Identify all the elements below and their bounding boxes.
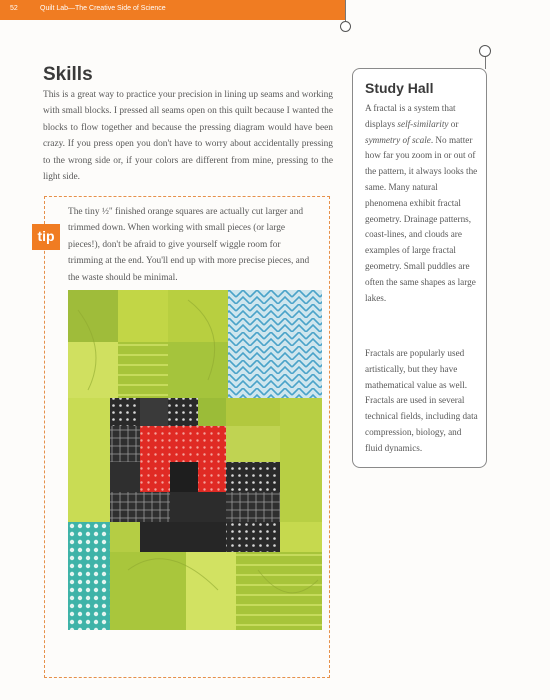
study-hall-heading: Study Hall [365, 80, 434, 96]
running-title: Quilt Lab—The Creative Side of Science [40, 5, 166, 12]
study-hall-sidebar [352, 68, 487, 468]
para1-italic-self-similarity: self-similarity [397, 118, 449, 129]
skills-body-text: This is a great way to practice your precision in lining up seams and working with small blocks. I pressed all seams open on this quilt because I wanted the blocks to flow together and because the pressing diagram would have been crazy. If you press open you don't have to worry about accidentally pressing to the wrong side or, if your colors are different from mine, pressing to the light side. [43, 90, 333, 183]
tip-body-text: The tiny ½" finished orange squares are actually cut larger and trimmed down. When working with small pieces (or large pieces!), don't be afraid to give yourself wiggle room for trimming at the end. You'll end up with more precise pieces, and the waste should be minimal. [68, 207, 310, 283]
sidebar-connector-line [485, 55, 486, 69]
tip-label-badge: tip [32, 224, 60, 250]
sidebar-circle-ornament [479, 45, 491, 57]
para1-mid-text: or [448, 118, 459, 129]
skills-heading: Skills [43, 64, 93, 85]
para1-italic-symmetry: symmetry of scale [365, 134, 431, 145]
para1-start-text: A fractal is a system that displays [365, 103, 456, 129]
page-number: 52 [10, 5, 18, 12]
header-connector-line [345, 0, 346, 22]
study-hall-paragraph-1 [365, 101, 481, 306]
header-circle-ornament [340, 21, 351, 32]
study-hall-paragraph-2: Fractals are popularly used artistically, but they have mathematical value as well. Fractals are used in several technical fields, including data compression, biology, and fluid dynamics. [365, 348, 478, 453]
quilt-photo [68, 290, 322, 630]
para1-end-text: . No matter how far you zoom in or out of the pattern, it always looks the same. Many natural phenomena exhibit fractal geometry. Drainage patterns, coast-lines, and clouds are examples of large fractal geometry. Small puddles are often the same shapes as large lakes. [365, 134, 478, 303]
running-header [0, 0, 345, 20]
